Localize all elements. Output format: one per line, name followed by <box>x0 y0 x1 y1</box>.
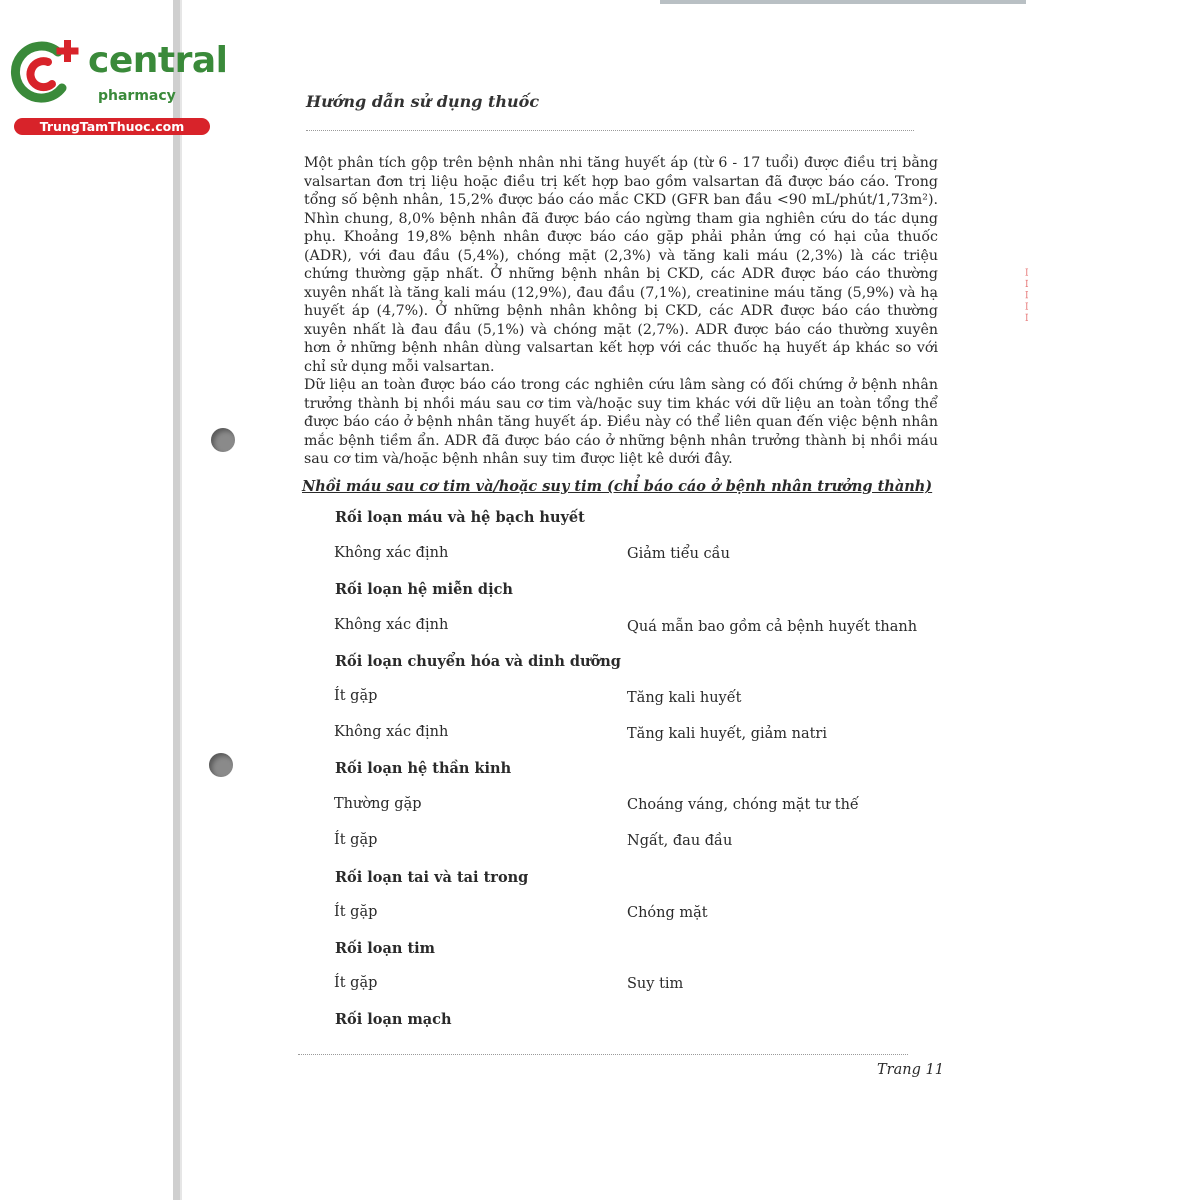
row-reaction: Giảm tiểu cầu <box>627 546 730 562</box>
binder-hole <box>211 428 235 452</box>
row-frequency: Ít gặp <box>334 904 378 920</box>
binder-hole <box>209 753 233 777</box>
header-rule <box>306 130 914 131</box>
page-header-title: Hướng dẫn sử dụng thuốc <box>306 92 540 111</box>
scan-top-edge <box>660 0 1026 4</box>
paragraph-pediatric: Một phân tích gộp trên bệnh nhân nhi tăng huyết áp (từ 6 - 17 tuổi) được điều trị bằng valsartan đơn trị liệu hoặc điều trị kết hợp bao gồm valsartan đã được báo cáo. Trong tổng số bệnh nhân, 15,2% được báo cáo mắc CKD (GFR ban đầu <90 mL/phút/1,73m²). Nhìn chung, 8,0% bệnh nhân đã được báo cáo ngừng tham gia nghiên cứu do tác dụng phụ. Khoảng 19,8% bệnh nhân được báo cáo gặp phải phản ứng có hại của thuốc (ADR), với đau đầu (5,4%), chóng mặt (2,3%) và tăng kali máu (2,3%) là các triệu chứng thường gặp nhất. Ở những bệnh nhân bị CKD, các ADR được báo cáo thường xuyên nhất là tăng kali máu (12,9%), đau đầu (7,1%), creatinine máu tăng (5,9%) và hạ huyết áp (4,7%). Ở những bệnh nhân không bị CKD, các ADR được báo cáo thường xuyên nhất là đau đầu (5,1%) và chóng mặt (2,7%). ADR được báo cáo thường xuyên hơn ở những bệnh nhân dùng valsartan kết hợp với các thuốc hạ huyết áp khác so với chỉ sử dụng mỗi valsartan. <box>304 155 938 375</box>
row-reaction: Chóng mặt <box>627 905 708 921</box>
row-frequency: Không xác định <box>334 724 449 740</box>
category-cardiac: Rối loạn tim <box>335 940 435 957</box>
row-frequency: Ít gặp <box>334 832 378 848</box>
logo-url-banner: TrungTamThuoc.com <box>14 118 210 135</box>
central-pharmacy-logo <box>10 38 228 138</box>
row-reaction: Suy tim <box>627 976 684 992</box>
paragraph-adult-safety: Dữ liệu an toàn được báo cáo trong các nghiên cứu lâm sàng có đối chứng ở bệnh nhân trưởng thành bị nhồi máu sau cơ tim và/hoặc suy tim khác với dữ liệu an toàn tổng thể được báo cáo ở bệnh nhân tăng huyết áp. Điều này có thể liên quan đến việc bệnh nhân mắc bệnh tiềm ẩn. ADR đã được báo cáo ở những bệnh nhân trưởng thành bị nhồi máu sau cơ tim và/hoặc bệnh nhân suy tim được liệt kê dưới đây. <box>304 377 938 467</box>
row-reaction: Ngất, đau đầu <box>627 833 733 849</box>
row-frequency: Không xác định <box>334 545 449 561</box>
row-reaction: Tăng kali huyết, giảm natri <box>627 726 827 742</box>
row-frequency: Ít gặp <box>334 975 378 991</box>
category-immune: Rối loạn hệ miễn dịch <box>335 581 513 598</box>
page-number: Trang 11 <box>877 1062 944 1078</box>
category-vascular: Rối loạn mạch <box>335 1011 452 1028</box>
category-metabolism: Rối loạn chuyển hóa và dinh dưỡng <box>335 653 621 670</box>
logo-mark-icon <box>10 38 84 110</box>
row-frequency: Thường gặp <box>334 796 422 812</box>
row-reaction: Choáng váng, chóng mặt tư thế <box>627 797 859 813</box>
page-edge-shadow-light <box>180 0 182 1200</box>
section-title: Nhồi máu sau cơ tim và/hoặc suy tim (chỉ báo cáo ở bệnh nhân trưởng thành) <box>302 478 933 495</box>
row-frequency: Ít gặp <box>334 688 378 704</box>
category-nervous: Rối loạn hệ thần kinh <box>335 760 512 777</box>
page-edge-shadow <box>173 0 180 1200</box>
logo-brand-text: central <box>88 40 228 81</box>
row-frequency: Không xác định <box>334 617 449 633</box>
row-reaction: Quá mẫn bao gồm cả bệnh huyết thanh <box>627 619 918 635</box>
category-ear: Rối loạn tai và tai trong <box>335 869 529 886</box>
logo-sub-text: pharmacy <box>98 88 176 104</box>
margin-stamp-mark: ꟷ ꟷ ꟷ ꟷ ꟷ <box>1020 268 1031 322</box>
footer-rule <box>298 1054 908 1055</box>
category-blood-lymph: Rối loạn máu và hệ bạch huyết <box>335 509 585 526</box>
row-reaction: Tăng kali huyết <box>627 690 742 706</box>
